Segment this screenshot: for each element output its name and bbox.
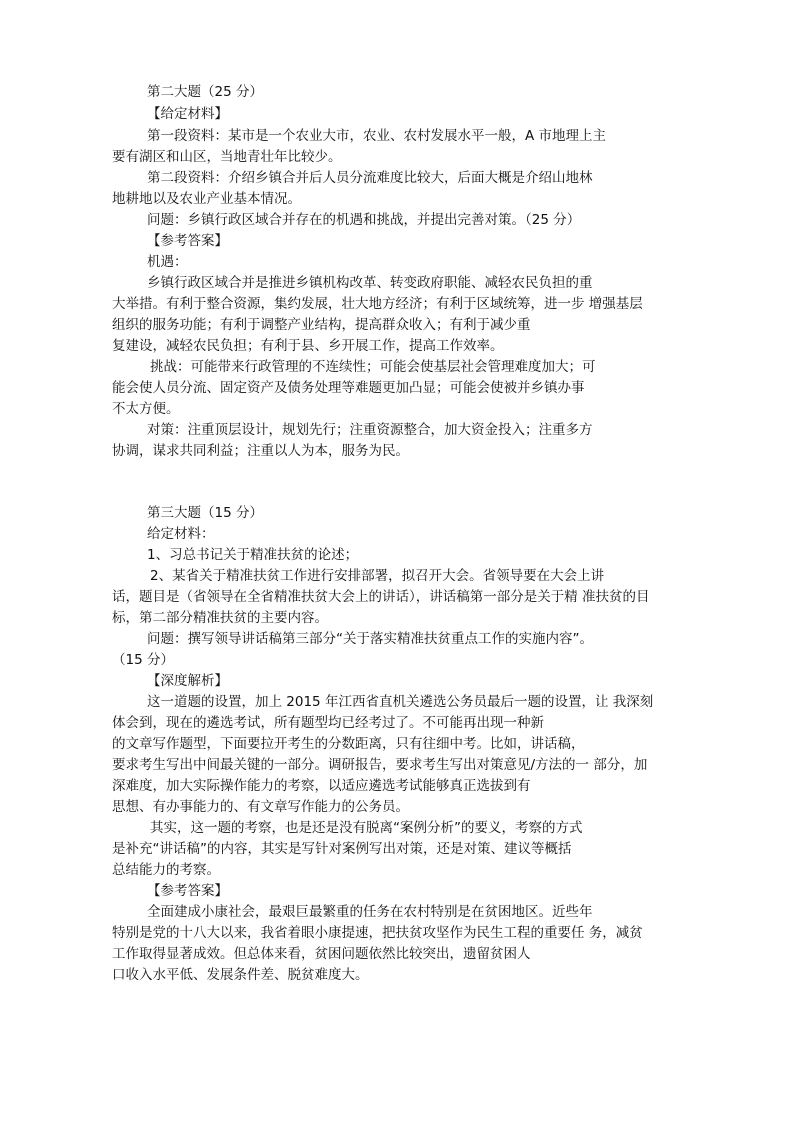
paragraph-line: 不太方便。 [112, 401, 180, 417]
question-line: 问题：乡镇行政区域合并存在的机遇和挑战，并提出完善对策。（25 分） [147, 212, 581, 228]
paragraph-line: 协调，谋求共同利益；注重以人为本，服务为民。 [112, 443, 409, 459]
paragraph-line: 大举措。有利于整合资源，集约发展，壮大地方经济；有利于区域统筹，进一步 增强基层 [112, 296, 643, 312]
paragraph-line: 其实，这一题的考察，也是还是没有脱离“案例分析”的要义，考察的方式 [150, 820, 583, 836]
section3-analysis-heading: 【深度解析】 [147, 673, 228, 689]
paragraph-line: 地耕地以及农业产业基本情况。 [112, 191, 301, 207]
paragraph-line: 1、习总书记关于精准扶贫的论述； [147, 547, 359, 563]
paragraph-line: 总结能力的考察。 [112, 862, 220, 878]
paragraph-line: 的文章写作题型，下面要拉开考生的分数距离，只有往细中考。比如，讲话稿， [112, 736, 585, 752]
paragraph-line: 要有湖区和山区，当地青壮年比较少。 [112, 149, 342, 165]
paragraph-line: 这一道题的设置，加上 2015 年江西省直机关遴选公务员最后一题的设置，让 我深刻 [147, 694, 654, 710]
paragraph-line: （15 分） [112, 652, 174, 668]
section3-answer-heading: 【参考答案】 [147, 883, 228, 899]
paragraph-line: 话，题目是（省领导在全省精准扶贫大会上的讲话），讲话稿第一部分是关于精 准扶贫的目 [112, 589, 650, 605]
paragraph-line: 口收入水平低、发展条件差、脱贫难度大。 [112, 967, 369, 983]
paragraph-line: 第二段资料：介绍乡镇合并后人员分流难度比较大，后面大概是介绍山地林 [147, 170, 593, 186]
paragraph-line: 是补充“讲话稿”的内容，其实是写针对案例写出对策，还是对策、建议等概括 [112, 841, 572, 857]
paragraph-line: 特别是党的十八大以来，我省着眼小康提速，把扶贫攻坚作为民生工程的重要任 务，减贫 [112, 925, 643, 941]
paragraph-line: 机遇： [147, 254, 188, 270]
section3-material-heading: 给定材料： [147, 526, 215, 542]
paragraph-line: 标，第二部分精准扶贫的主要内容。 [112, 610, 328, 626]
section3-title: 第三大题（15 分） [147, 505, 263, 521]
paragraph-line: 深难度，加大实际操作能力的考察，以适应遴选考试能够真正选拔到有 [112, 778, 531, 794]
paragraph-line: 第一段资料：某市是一个农业大市，农业、农村发展水平一般，A 市地理上主 [147, 128, 607, 144]
paragraph-line: 对策：注重顶层设计，规划先行；注重资源整合，加大资金投入；注重多方 [147, 422, 593, 438]
question-line: 问题：撰写领导讲话稿第三部分“关于落实精准扶贫重点工作的实施内容”。 [147, 631, 593, 647]
paragraph-line: 体会到，现在的遴选考试，所有题型均已经考过了。不可能再出现一种新 [112, 715, 544, 731]
section2-answer-heading: 【参考答案】 [147, 233, 228, 249]
paragraph-line: 工作取得显著成效。但总体来看，贫困问题依然比较突出，遗留贫困人 [112, 946, 531, 962]
paragraph-line: 全面建成小康社会，最艰巨最繁重的任务在农村特别是在贫困地区。近些年 [147, 904, 593, 920]
paragraph-line: 思想、有办事能力的、有文章写作能力的公务员。 [112, 799, 409, 815]
section2-title: 第二大题（25 分） [147, 84, 263, 100]
paragraph-line: 要求考生写出中间最关键的一部分。调研报告，要求考生写出对策意见/方法的一 部分，加 [112, 757, 648, 773]
paragraph-line: 能会使人员分流、固定资产及债务处理等难题更加凸显；可能会使被并乡镇办事 [112, 380, 585, 396]
paragraph-line: 2、某省关于精准扶贫工作进行安排部署，拟召开大会。省领导要在大会上讲 [150, 568, 605, 584]
paragraph-line: 挑战：可能带来行政管理的不连续性；可能会使基层社会管理难度加大；可 [150, 359, 596, 375]
section2-material-heading: 【给定材料】 [147, 106, 228, 122]
paragraph-line: 复建设，减轻农民负担；有利于县、乡开展工作，提高工作效率。 [112, 338, 504, 354]
paragraph-line: 组织的服务功能；有利于调整产业结构，提高群众收入；有利于减少重 [112, 317, 531, 333]
paragraph-line: 乡镇行政区域合并是推进乡镇机构改革、转变政府职能、减轻农民负担的重 [147, 275, 593, 291]
